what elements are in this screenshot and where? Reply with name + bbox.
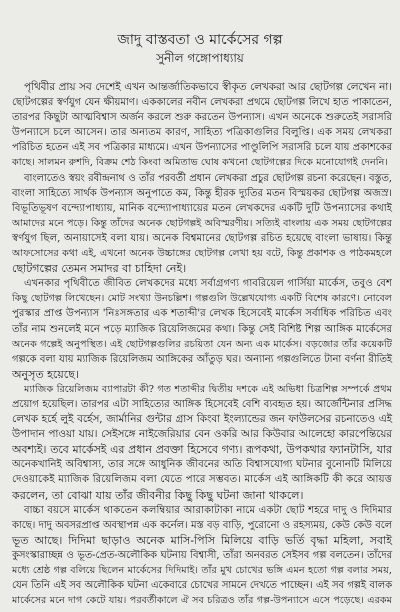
text-line: মার্কেসের মনে দাগ কেটে যায়। পরবর্তীকালে ঐ সব চরিত্রও তাঁর গল্প-উপন্যাসে এসে পড়েছে। এরকম xyxy=(12,595,392,607)
text-line: অনেকখানিই অবিশ্বাস্য, তার সঙ্গে আধুনিক জীবনের অতি বিশ্বাসযোগ্য ঘটনার বুনোনটি মিলিয়ে xyxy=(12,459,392,471)
article-title: জাদু বাস্তবতা ও মার্কেসের গল্প xyxy=(117,32,283,48)
text-line: কুসংস্কারাচ্ছন্ন ও ভূত-প্রেত-অলৌকিক ঘটনায় বিশ্বাসী, তাঁরা অনবরত সেইসব গল্প বলতেন। তাঁদের xyxy=(12,549,392,561)
text-line: পৃথিবীর প্রায় সব দেশেই এখন আন্তর্জাতিকভাবে স্বীকৃত লেখকরা আর ছোটগল্প লেখেন না। xyxy=(24,81,392,93)
text-line: ম্যাজিক রিয়েলিজম ব্যাপারটা কী? গত শতাব্দীর দ্বিতীয় দশকে এই অভিধা চিত্রশিল্প সম্পর্কে প্রথম xyxy=(24,383,392,395)
text-line: ছোটগল্পের স্বর্ণযুগ যেন ক্ষীয়মাণ। এককালের নবীন লেখকরা প্রথমে ছোটগল্প লিখে হাত পাকাতেন, xyxy=(12,97,392,109)
author-name: সুনীল গঙ্গোপাধ্যায় xyxy=(156,51,244,65)
text-line: বিভূতিভূষণ বন্দ্যোপাধ্যায়, মানিক বন্দ্যোপাধ্যায়ের মতন লেখকদের একটি দুটি উপন্যাসের কথাই xyxy=(12,202,392,214)
text-line: তাঁর নাম শুনলেই মনে পড়ে ম্যাজিক রিয়েলিজমের কথা। কিন্তু সেই বিশিষ্ট শিল্প আঙ্গিক মার্কেসের xyxy=(12,323,392,335)
paragraph xyxy=(12,80,392,171)
text-line: স্বর্ণযুগ ছিল, অনায়াসেই বলা যায়। অনেক বিশ্বমানের ছোটগল্প রচিত হয়েছে বাংলা ভাষায়। কিন্তু xyxy=(12,232,392,244)
text-line: ভূত আছে। দিদিমা ছাড়াও অনেক মাসি-পিসি মিলিয়ে বাড়ি ভর্তি বৃদ্ধা মহিলা, সবাই xyxy=(12,533,392,547)
text-line: অনুসৃত হয়েছে। xyxy=(12,367,79,381)
text-line: বাংলা সাহিত্যে সার্থক উপন্যাস অনুপাতে কম, কিন্তু হীরক দ্যুতির মতন বিস্ময়কর ছোটগল্প অজস্র। xyxy=(12,187,392,199)
text-line: অবশ্যই। তবে মার্কেসই এর প্রধান প্রবক্তা হিসেবে গণ্য। রূপকথা, উপকথার ফ্যানটাসি, যার xyxy=(12,443,392,457)
text-line: মধ্যে শ্রেষ্ঠ গল্প বলিয়ে ছিলেন মার্কেসের দিদিমাই। তাঁর মুখ চোখের ভঙ্গি এমন হতো গল্প বলার সময়, xyxy=(12,565,392,576)
text-line: করলেন, তা বোঝা যায় তাঁর জীবনীর কিছু কিছু ঘটনা জানা থাকলে। xyxy=(12,488,304,502)
text-line: বাচ্চা বয়সে মার্কেস থাকতেন কলম্বিয়ার আরাকাটাকা নামে একটা ছোট শহরে দাদু ও দিদিমার xyxy=(24,504,392,516)
text-line: পুরস্কার প্রাপ্ত উপন্যাস 'নিঃসঙ্গতার এক শতাব্দী'র লেখক হিসেবেই মার্কেস সর্বাধিক পরিচিত এবং xyxy=(12,308,392,320)
paragraph xyxy=(12,382,392,503)
text-line: কাছে। সালমন রুশদি, বিক্রম শেঠ কিংবা অমিতাভ ঘোষ কখনো ছোটগল্পের দিকে মনোযোগই দেননি। xyxy=(12,157,388,169)
paragraph xyxy=(12,171,392,277)
text-line: উপাদান পাওয়া যায়। সেইসঙ্গে নাইজেরিয়ার বেন ওকরি আর কিউবার আলেহো কারপেন্তিয়ের xyxy=(12,428,392,441)
text-line: আমাদের মনে পড়ে। কিন্তু তাঁদের অনেক ছোটগল্পই অবিস্মরণীয়। সত্যিই বাংলায় এক সময় ছোটগল্পের xyxy=(12,217,392,229)
paragraph xyxy=(12,503,392,609)
text-line: বাংলাতেও স্বয়ং রবীন্দ্রনাথ ও তাঁর পরবর্তী প্রধান লেখকরা প্রচুর ছোটগল্প রচনা করেছেন। বস্তুত, xyxy=(24,172,392,184)
text-line: কিছু ছোটগল্প লিখেছেন। মোট সংখ্যা উনচল্লিশ। গল্পগুলি উল্লেখযোগ্য একটি বিশেষ কারণে। নোবেল xyxy=(12,293,392,305)
text-line: এখনকার পৃথিবীতে জীবিত লেখকদের মধ্যে সর্বাগ্রগণ্য গাবরিয়েল গার্সিয়া মার্কেস, তবুও বেশ xyxy=(24,278,392,290)
text-line: লেখক হর্হে লুই বর্হেস, জার্মানির গুন্টার গ্রাস কিংবা ইংল্যান্ডের জন ফাউলসের রচনাতেও এই xyxy=(12,413,392,426)
text-line: যেন তিনি এই সব অলৌকিক ঘটনা একেবারে চোখের সামনে দেখতে পাচ্ছেন। এই সব গল্পই বালক xyxy=(12,580,392,592)
paragraph xyxy=(12,276,392,382)
text-line: দেওয়াকেই ম্যাজিক রিয়েলিজম বলা যেতে পারে সম্ভবত। মার্কেস এই আঙ্গিকটি কী করে আয়ত্ত xyxy=(12,473,392,486)
text-line: ছোটগল্পের তেমন সমাদর বা চাহিদা নেই। xyxy=(12,262,187,276)
text-line: তারপর কিছুটা আত্মবিশ্বাস অর্জন করলে শুরু করতেন উপন্যাস। এখন অনেকে শুরুতেই সরাসরি xyxy=(12,112,392,124)
text-line: পরিচিত হতেন এই সব পত্রিকার মাধ্যমে। এখন উপন্যাসের পাণ্ডুলিপি সরাসরি চলে যায় প্রকাশকের xyxy=(12,142,392,154)
text-line: কাছে। দাদু অবসরপ্রাপ্ত অবস্থাপন্ন এক কর্নেল। মস্ত বড় বাড়ি, পুরোনো ও রহস্যময়, কেউ কেউ বলে xyxy=(12,519,392,531)
text-line: আফসোসের কথা এই, এখনো অনেক উচ্চাঙ্গের ছোটগল্প লেখা হয় বটে, কিন্তু প্রকাশক ও পাঠকমহলে xyxy=(12,248,392,260)
article-body xyxy=(12,80,392,608)
text-line: প্রয়োগ হয়েছিল। তারপর এটা সাহিত্যের আঙ্গিক হিসেবেই বেশি ব্যবহৃত হয়। আর্জেন্টিনার প্রসিদ্ধ xyxy=(12,398,392,410)
text-line: গল্পকে বলা যায় ম্যাজিক রিয়েলিজম আঙ্গিকের আঁতুড় ঘর। অন্যান্য গল্পগুলিতে টানা বর্ণনা রীতিই xyxy=(12,353,392,365)
text-line: উপন্যাসে চলে আসেন। তার অন্যতম কারণ, সাহিত্য পত্রিকাগুলির বিলুপ্তি। এক সময় লেখকরা xyxy=(12,127,392,139)
text-line: অনেক গল্পেই অনুপস্থিত। এই ছোটগল্পগুলির রচয়িতা যেন অন্য এক মার্কেস। বড়জোর তাঁর কয়েকটি xyxy=(12,338,392,350)
